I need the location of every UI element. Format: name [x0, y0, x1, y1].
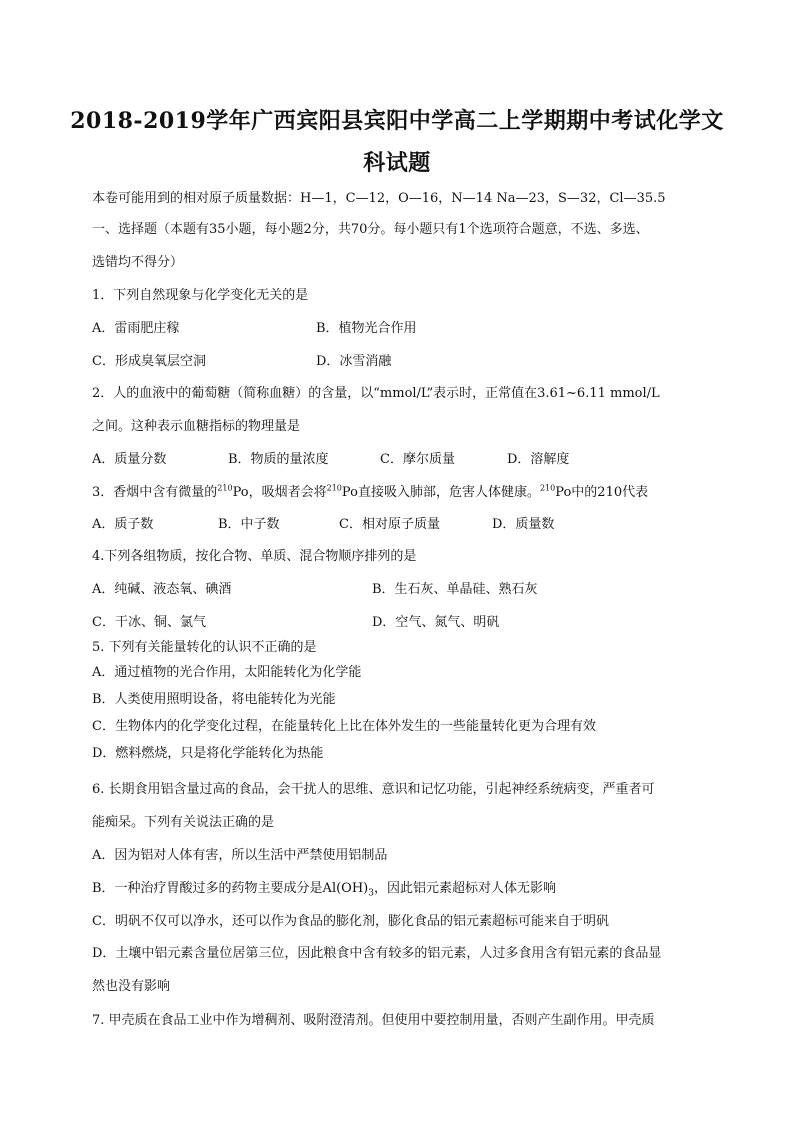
q3-option-d: D．质量数: [492, 517, 555, 532]
q3-option-b: B．中子数: [218, 517, 280, 532]
isotope-mass-number: 210: [326, 483, 342, 493]
q1-option-c: C．形成臭氧层空洞: [92, 354, 206, 369]
q2-option-d: D．溶解度: [507, 452, 570, 467]
q6-option-d-line-1: D．土壤中铝元素含量位居第三位，因此粮食中含有较多的铝元素，人过多食用含有铝元素的食品显: [92, 946, 662, 961]
title-line-1: 2018-2019学年广西宾阳县宾阳中学高二上学期期中考试化学文: [70, 108, 724, 134]
q5-stem: 5. 下列有关能量转化的认识不正确的是: [92, 640, 317, 655]
q3-option-a: A．质子数: [92, 517, 154, 532]
atomic-mass-note: 本卷可能用到的相对原子质量数据：H—1，C—12，O—16，N—14 Na—23，S—32，Cl—35.5: [92, 191, 666, 206]
isotope-mass-number: 210: [539, 483, 556, 493]
q7-stem: 7. 甲壳质在食品工业中作为增稠剂、吸附澄清剂。但使用中要控制用量，否则产生副作用。甲壳质: [92, 1013, 655, 1028]
subscript-3: 3: [368, 888, 374, 899]
section-heading-line-2: 选错均不得分）: [92, 255, 184, 270]
q6-stem-line-1: 6. 长期食用铝含量过高的食品，会干扰人的思维、意识和记忆功能，引起神经系统病变，严重者可: [92, 782, 655, 797]
q2-option-a: A．质量分数: [92, 452, 167, 467]
isotope-mass-number: 210: [217, 483, 233, 493]
q4-option-c: C．干冰、铜、氯气: [92, 615, 206, 630]
q4-option-a: A．纯碱、液态氧、碘酒: [92, 582, 232, 597]
q4-stem: 4.下列各组物质，按化合物、单质、混合物顺序排列的是: [92, 549, 417, 564]
q1-option-d: D．冰雪消融: [316, 354, 392, 369]
q5-option-b: B．人类使用照明设备，将电能转化为光能: [92, 692, 336, 707]
q2-option-b: B．物质的量浓度: [228, 452, 329, 467]
q2-stem-line-2: 之间。这种表示血糖指标的物理量是: [92, 419, 301, 434]
q2-option-c: C．摩尔质量: [380, 452, 455, 467]
q6-option-c: C．明矾不仅可以净水，还可以作为食品的膨化剂，膨化食品的铝元素超标可能来自于明矾: [92, 914, 609, 929]
q5-option-d: D．燃料燃烧，只是将化学能转化为热能: [92, 746, 324, 761]
q5-option-c: C．生物体内的化学变化过程，在能量转化上比在体外发生的一些能量转化更为合理有效: [92, 719, 596, 734]
q2-stem-line-1: 2．人的血液中的葡萄糖（简称血糖）的含量，以“mmol/L”表示时，正常值在3.61~6.11 mmol/L: [92, 386, 660, 401]
q6-option-b: B．一种治疗胃酸过多的药物主要成分是$Al(OH)_3$，因此铝元素超标对人体无影响: [92, 881, 556, 899]
q3-stem: 3．香烟中含有微量的$^{210}$Po，吸烟者会将$^{210}$Po直接吸入肺部，危害人体健康。$^{210}$Po中的210代表: [92, 483, 649, 500]
q1-option-a: A．雷雨肥庄稼: [92, 321, 180, 336]
q4-option-b: B．生石灰、单晶硅、熟石灰: [372, 582, 538, 597]
q1-option-b: B．植物光合作用: [316, 321, 417, 336]
title-line-2: 科试题: [363, 150, 431, 176]
section-heading-line-1: 一、选择题（本题有35小题，每小题2分，共70分。每小题只有1个选项符合题意，不选、多选、: [92, 222, 649, 237]
q4-option-d: D．空气、氮气、明矾: [372, 615, 500, 630]
q6-stem-line-2: 能痴呆。下列有关说法正确的是: [92, 815, 275, 830]
q5-option-a: A．通过植物的光合作用，太阳能转化为化学能: [92, 665, 362, 680]
q1-stem: 1．下列自然现象与化学变化无关的是: [92, 288, 309, 303]
q6-option-d-line-2: 然也没有影响: [92, 979, 171, 994]
q6-option-a: A．因为铝对人体有害，所以生活中严禁使用铝制品: [92, 848, 388, 863]
q3-option-c: C．相对原子质量: [339, 517, 440, 532]
